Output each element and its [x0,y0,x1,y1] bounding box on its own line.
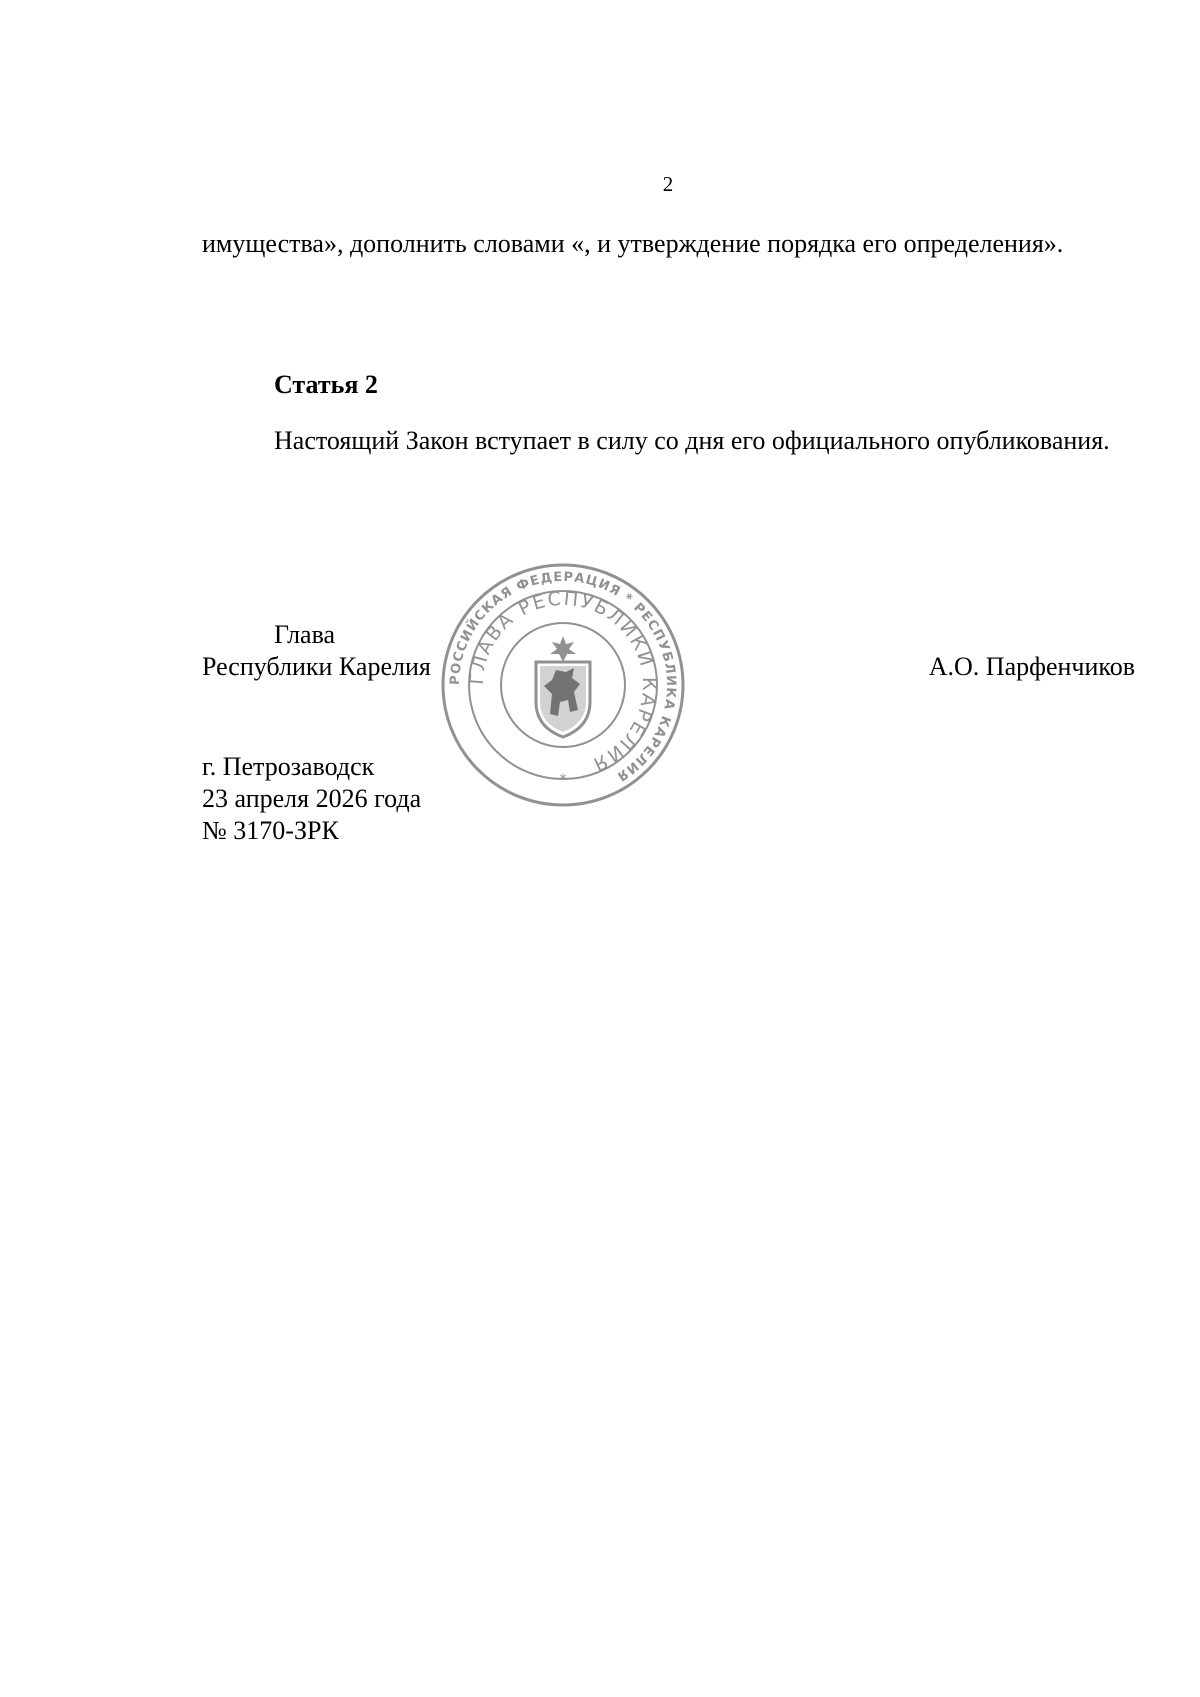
official-seal-icon [440,562,686,808]
law-number: № 3170-ЗРК [202,816,339,845]
city-of-signing: г. Петрозаводск [202,752,375,781]
seal-outer-text: РОССИЙСКАЯ ФЕДЕРАЦИЯ * РЕСПУБЛИКА КАРЕЛИЯ [447,569,679,785]
paragraph-continuation: имущества», дополнить словами «, и утверждение порядка его определения». [202,229,1064,258]
signatory-title-line-2: Республики Карелия [202,652,431,681]
article-heading: Статья 2 [274,370,378,399]
page-number: 2 [662,172,674,196]
svg-text:*: * [559,772,567,788]
seal-inner-text: ГЛАВА РЕСПУБЛИКИ КАРЕЛИЯ [465,587,661,776]
coat-of-arms-icon [536,636,590,737]
article-text: Настоящий Закон вступает в силу со дня его официального опубликования. [274,426,1110,455]
date-of-signing: 23 апреля 2026 года [202,784,422,813]
signatory-title-line-1: Глава [274,620,336,649]
signatory-name: А.О. Парфенчиков [928,652,1135,681]
